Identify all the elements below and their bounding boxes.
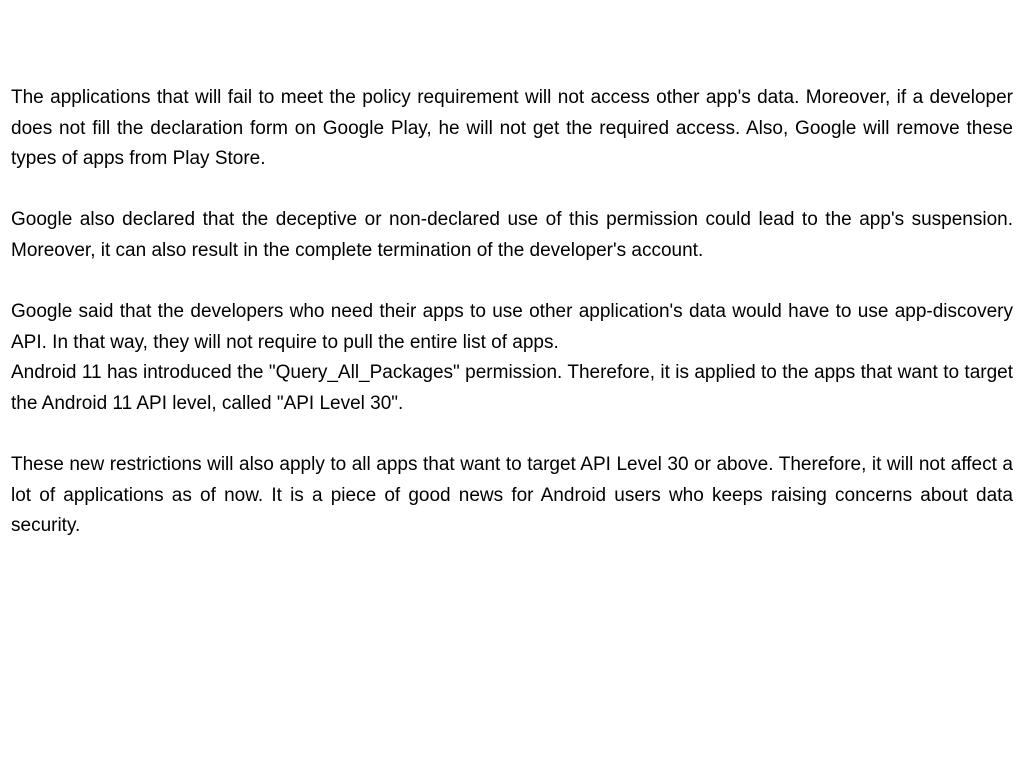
paragraph-policy-requirement: The applications that will fail to meet the policy requirement will not access other app's data. Moreover, if a developer does not fill the declaration form on Google Play, he will not get the required access. Also, Google will remove these types of apps from Play Store.: [11, 87, 1013, 170]
paragraph-suspension-warning: Google also declared that the deceptive or non-declared use of this permission could lead to the app's suspension. Moreover, it can also result in the complete termination of the developer's account.: [11, 209, 1013, 261]
paragraph-query-all-packages: Android 11 has introduced the "Query_All_Packages" permission. Therefore, it is applied to the apps that want to target the Android 11 API level, called "API Level 30".: [11, 362, 1013, 414]
paragraph-spacer: [11, 267, 1013, 298]
paragraph-spacer: [11, 175, 1013, 206]
paragraph-new-restrictions: These new restrictions will also apply to all apps that want to target API Level 30 or above. Therefore, it will not affect a lot of applications as of now. It is a piece of good news for Android users who keeps raising concerns about data security.: [11, 454, 1013, 537]
slide-body: [11, 83, 1013, 542]
paragraph-spacer: [11, 420, 1013, 451]
paragraph-app-discovery-api: Google said that the developers who need their apps to use other application's data would have to use app-discovery API. In that way, they will not require to pull the entire list of apps.: [11, 301, 1013, 353]
